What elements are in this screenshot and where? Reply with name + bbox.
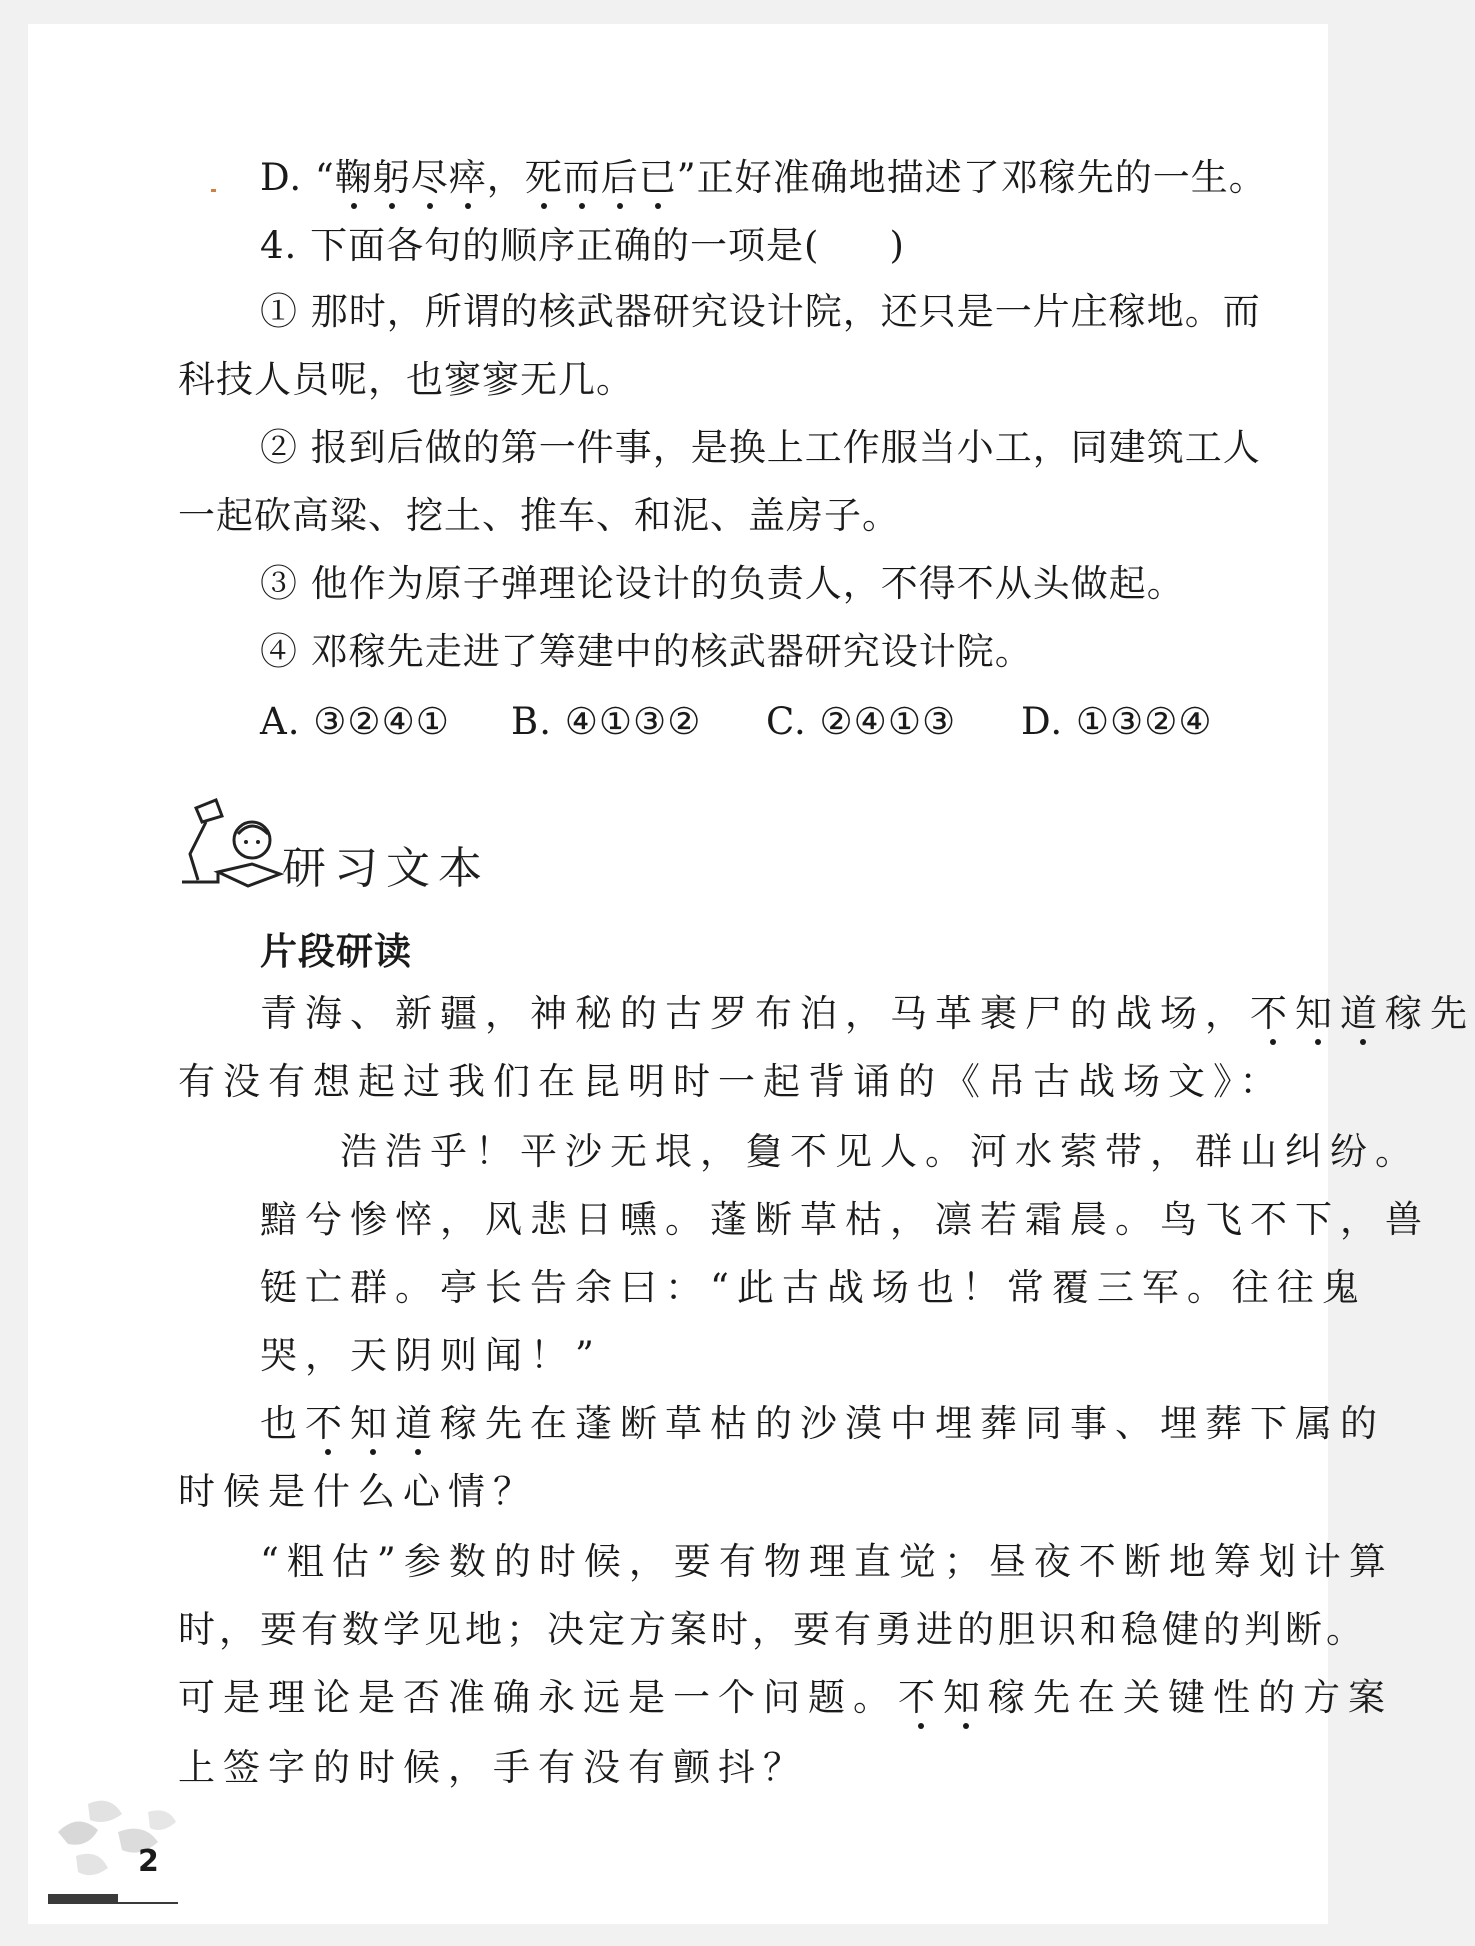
section-heading: 研习文本	[282, 843, 490, 894]
emphasis-char: 道	[1340, 992, 1385, 1035]
q3-option-d-suffix: ”正好准确地描述了邓稼先的一生。	[676, 156, 1267, 199]
emphasis-char: 而	[562, 156, 601, 199]
emphasis-char: 不	[898, 1676, 943, 1719]
passage-p1-line-1-post: 稼先	[1385, 992, 1475, 1035]
q4-option-c[interactable]: C. ②④①③	[766, 700, 957, 743]
passage-p3-line-1: “粗估”参数的时候，要有物理直觉；昼夜不断地筹划计算	[260, 1540, 1394, 1583]
leaf-decoration-icon	[48, 1792, 198, 1902]
q3-option-d-dotted-phrase	[335, 156, 677, 199]
emphasis-char: ，	[486, 156, 525, 199]
emphasis-char: 知	[1295, 992, 1340, 1035]
q4-stem-end: )	[889, 224, 905, 267]
page-number-rule	[48, 1902, 178, 1904]
passage-p1-dotted-phrase	[1250, 992, 1385, 1035]
quote-line-4: 哭，天阴则闻！”	[260, 1334, 602, 1377]
passage-p2-line-2: 时候是什么心情？	[178, 1470, 538, 1513]
passage-p3-line-3-post: 稼先在关键性的方案	[988, 1676, 1393, 1719]
emphasis-char: 鞠	[334, 156, 373, 199]
passage-p1-line-1	[260, 992, 1475, 1036]
emphasis-char: 躬	[372, 156, 411, 199]
emphasis-char: 知	[350, 1402, 395, 1445]
q4-item-4: ④ 邓稼先走进了筹建中的核武器研究设计院。	[260, 630, 1033, 673]
emphasis-char: 不	[305, 1402, 350, 1445]
passage-p3-dotted-phrase	[898, 1676, 988, 1719]
q4-item-1-line-1: ① 那时，所谓的核武器研究设计院，还只是一片庄稼地。而	[260, 290, 1261, 333]
page-number: 2	[138, 1844, 159, 1879]
emphasis-char: 道	[395, 1402, 440, 1445]
q4-item-2-line-1: ② 报到后做的第一件事，是换上工作服当小工，同建筑工人	[260, 426, 1261, 469]
page-number-bar	[48, 1894, 118, 1902]
passage-p1-line-1-pre: 青海、新疆，神秘的古罗布泊，马革裹尸的战场，	[260, 992, 1250, 1035]
emphasis-char: 后	[600, 156, 639, 199]
q4-item-1-line-2: 科技人员呢，也寥寥无几。	[178, 358, 634, 401]
q4-item-3: ③ 他作为原子弹理论设计的负责人，不得不从头做起。	[260, 562, 1185, 605]
quote-line-2: 黯兮惨悴，风悲日曛。蓬断草枯，凛若霜晨。鸟飞不下，兽	[260, 1198, 1430, 1241]
passage-p3-line-3	[178, 1676, 1393, 1720]
q4-option-a[interactable]: A. ③②④①	[260, 700, 450, 743]
q4-option-b[interactable]: B. ④①③②	[511, 700, 702, 743]
passage-p2-line-1-post: 稼先在蓬断草枯的沙漠中埋葬同事、埋葬下属的	[440, 1402, 1385, 1445]
passage-p2-line-1	[260, 1402, 1385, 1446]
margin-mark	[211, 189, 216, 192]
emphasis-char: 知	[943, 1676, 988, 1719]
study-lamp-icon	[168, 794, 288, 894]
emphasis-char: 已	[638, 156, 677, 199]
passage-p3-line-3-pre: 可是理论是否准确永远是一个问题。	[178, 1676, 898, 1719]
textbook-page	[28, 24, 1475, 1924]
quote-line-3: 铤亡群。亭长告余曰：“此古战场也！常覆三军。往往鬼	[260, 1266, 1367, 1309]
q3-option-d	[260, 156, 1267, 200]
quote-line-1: 浩浩乎！平沙无垠，敻不见人。河水萦带，群山纠纷。	[340, 1130, 1420, 1173]
emphasis-char: 不	[1250, 992, 1295, 1035]
q4-option-d[interactable]: D. ①③②④	[1021, 700, 1213, 743]
emphasis-char: 瘁	[448, 156, 487, 199]
section-subheading: 片段研读	[260, 930, 412, 973]
passage-p3-line-2: 时，要有数学见地；决定方案时，要有勇进的胆识和稳健的判断。	[178, 1608, 1367, 1651]
q4-stem	[260, 224, 905, 268]
passage-p3-line-4: 上签字的时候，手有没有颤抖？	[178, 1746, 808, 1789]
emphasis-char: 死	[524, 156, 563, 199]
passage-p2-dotted-phrase	[305, 1402, 440, 1445]
passage-p1-line-2: 有没有想起过我们在昆明时一起背诵的《吊古战场文》：	[178, 1060, 1285, 1103]
q4-stem-text: 4. 下面各句的顺序正确的一项是(	[260, 224, 820, 267]
q3-option-d-prefix: D. “	[260, 156, 335, 199]
q4-item-2-line-2: 一起砍高粱、挖土、推车、和泥、盖房子。	[178, 494, 900, 537]
passage-p2-line-1-pre: 也	[260, 1402, 305, 1445]
emphasis-char: 尽	[410, 156, 449, 199]
